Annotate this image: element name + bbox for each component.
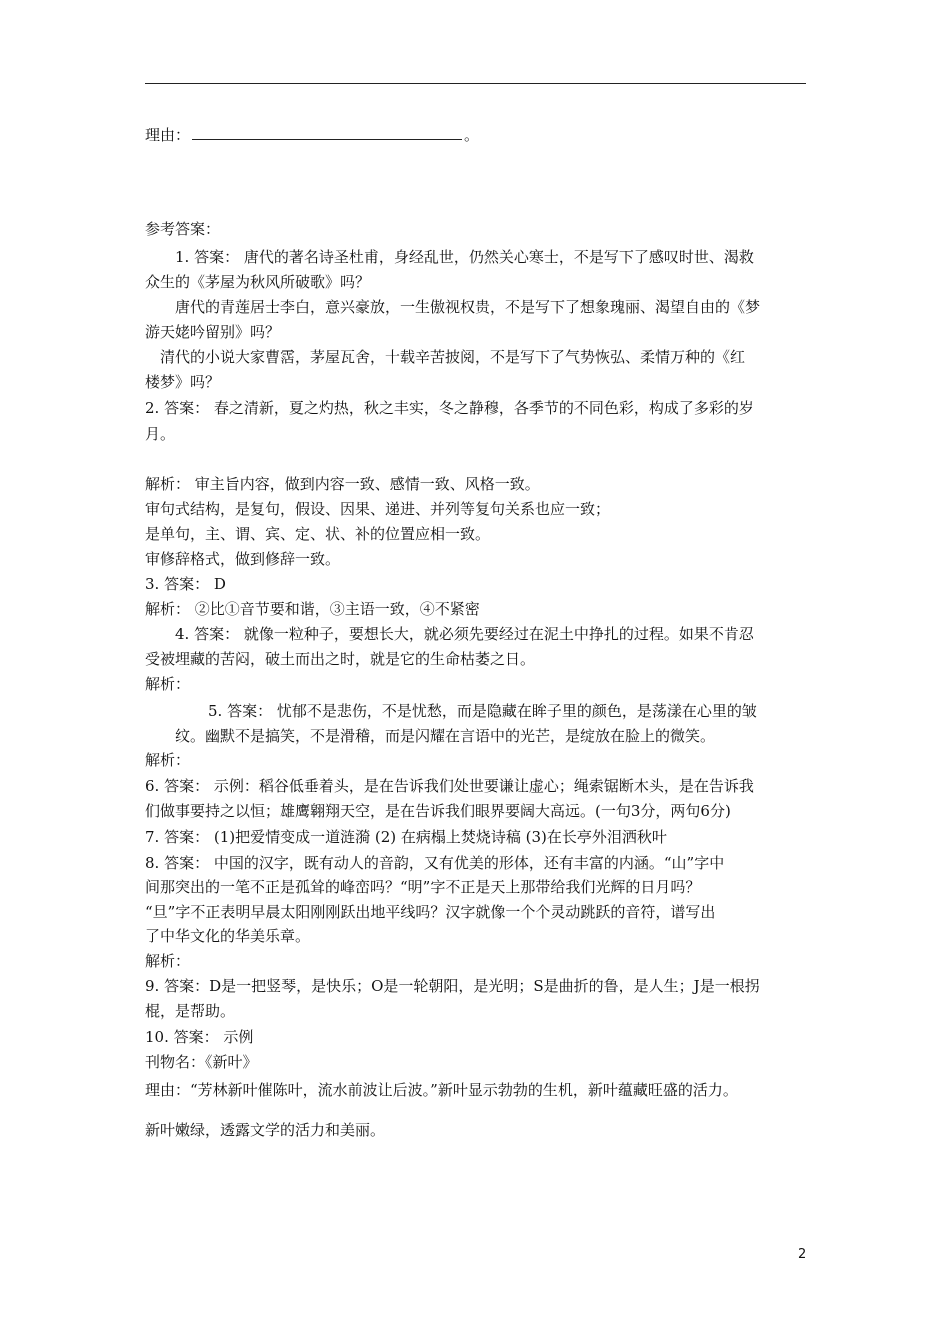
text-line: 众生的《茅屋为秋风所破歌》吗？ xyxy=(145,273,371,291)
text-line: 新叶嫩绿，透露文学的活力和美丽。 xyxy=(145,1121,386,1139)
text-line: 10. 答案： 示例 xyxy=(145,1028,254,1046)
reason-end: 。 xyxy=(464,126,480,144)
text-line: 清代的小说大家曹霑，茅屋瓦舍，十载辛苦披阅，不是写下了气势恢弘、柔情万种的《红 xyxy=(160,348,746,366)
reason-label: 理由： xyxy=(145,126,191,144)
text-line: 楼梦》吗？ xyxy=(145,373,221,391)
text-line: 2. 答案： 春之清新，夏之灼热，秋之丰实，冬之静穆，各季节的不同色彩，构成了多彩的岁 xyxy=(145,399,754,417)
page-number: 2 xyxy=(798,1247,807,1262)
text-line: 1. 答案： 唐代的著名诗圣杜甫，身经乱世，仍然关心寒士，不是写下了感叹时世、渴救 xyxy=(175,248,754,266)
text-line: 3. 答案： D xyxy=(145,575,226,593)
text-line: 们做事要持之以恒；雄鹰翱翔天空，是在告诉我们眼界要阔大高远。(一句3分，两句6分) xyxy=(145,802,731,820)
text-line: 理由：“芳林新叶催陈叶，流水前波让后波。”新叶显示勃勃的生机，新叶蕴藏旺盛的活力。 xyxy=(145,1081,738,1099)
text-line: 间那突出的一笔不正是孤耸的峰峦吗？“明”字不正是天上那带给我们光辉的日月吗？ xyxy=(145,878,701,896)
text-line: 受被埋藏的苦闷，破土而出之时，就是它的生命枯萎之日。 xyxy=(145,650,536,668)
text-line: 解析： xyxy=(145,751,191,769)
answers-heading: 参考答案： xyxy=(145,220,221,238)
text-line: 棍，是帮助。 xyxy=(145,1002,236,1020)
text-line: 8. 答案： 中国的汉字，既有动人的音韵，又有优美的形体，还有丰富的内涵。“山”字中 xyxy=(145,854,725,872)
text-line: “旦”字不正表明早晨太阳刚刚跃出地平线吗？汉字就像一个个灵动跳跃的音符，谱写出 xyxy=(145,903,716,921)
text-line: 刊物名：《新叶》 xyxy=(145,1053,258,1071)
text-line: 唐代的青莲居士李白，意兴豪放，一生傲视权贵，不是写下了想象瑰丽、渴望自由的《梦 xyxy=(175,298,761,316)
answer-blank xyxy=(192,125,462,140)
text-line: 是单句，主、谓、宾、定、状、补的位置应相一致。 xyxy=(145,525,491,543)
text-line: 解析： xyxy=(145,675,191,693)
text-line: 9. 答案：D是一把竖琴，是快乐；O是一轮朝阳，是光明；S是曲折的鲁，是人生；J是一根拐 xyxy=(145,977,760,995)
text-line: 纹。幽默不是搞笑，不是滑稽，而是闪耀在言语中的光芒，是绽放在脸上的微笑。 xyxy=(175,727,716,745)
text-line: 7. 答案： (1)把爱情变成一道涟漪 (2) 在病榻上焚烧诗稿 (3)在长亭外泪洒秋叶 xyxy=(145,828,667,846)
header-rule xyxy=(145,83,806,84)
text-line: 审句式结构，是复句，假设、因果、递进、并列等复句关系也应一致； xyxy=(145,500,611,518)
reason-fill-line xyxy=(145,125,479,145)
text-line: 4. 答案： 就像一粒种子，要想长大，就必须先要经过在泥土中挣扎的过程。如果不肯忍 xyxy=(175,625,754,643)
text-line: 审修辞格式，做到修辞一致。 xyxy=(145,550,341,568)
text-line: 月。 xyxy=(145,425,176,443)
text-line: 了中华文化的华美乐章。 xyxy=(145,927,311,945)
text-line: 游天姥吟留别》吗？ xyxy=(145,323,281,341)
text-line: 6. 答案： 示例：稻谷低垂着头，是在告诉我们处世要谦让虚心；绳索锯断木头，是在告诉我 xyxy=(145,777,754,795)
text-line: 解析： ②比①音节要和谐，③主语一致，④不紧密 xyxy=(145,600,480,618)
text-line: 解析： xyxy=(145,952,191,970)
text-line: 5. 答案： 忧郁不是悲伤，不是忧愁，而是隐藏在眸子里的颜色，是荡漾在心里的皱 xyxy=(208,702,757,720)
text-line: 解析： 审主旨内容，做到内容一致、感情一致、风格一致。 xyxy=(145,475,540,493)
